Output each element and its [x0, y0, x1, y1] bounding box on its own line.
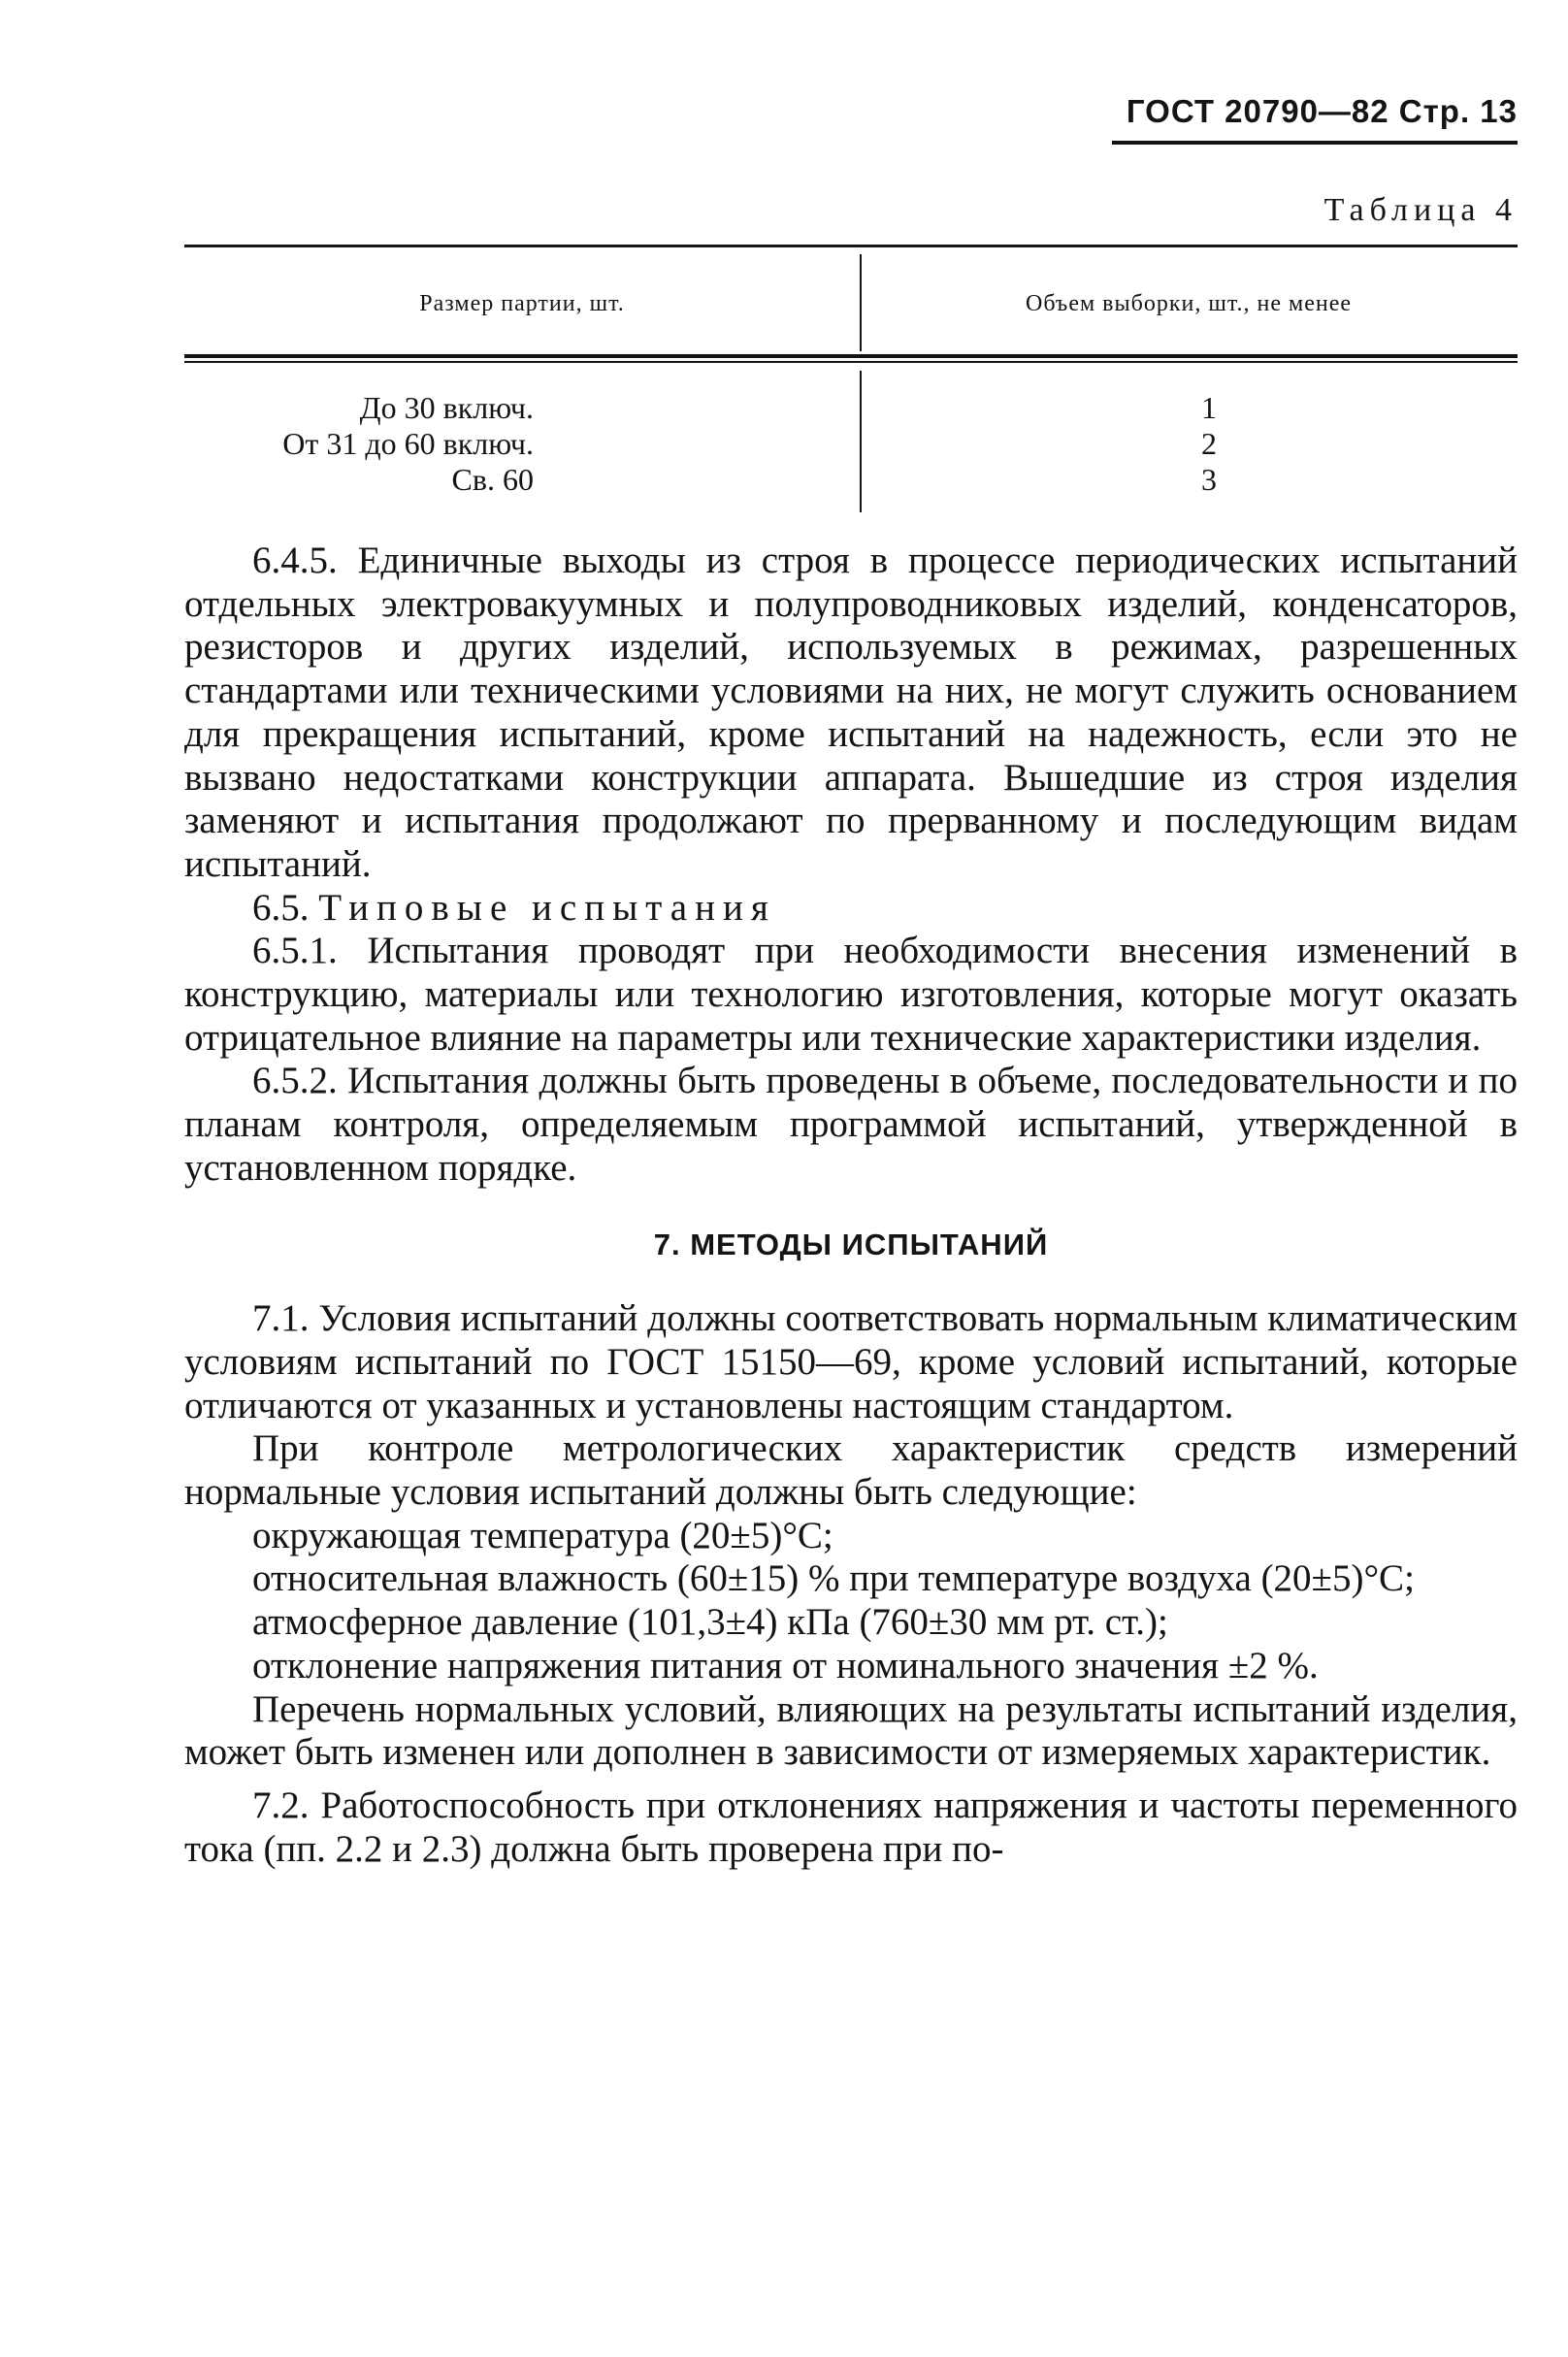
table-header-rule-2: [184, 361, 1518, 363]
paragraph-7-1-metrology: При контроле метрологических характеристик средств измерений нормальные условия испытаний должны быть следующие:: [184, 1427, 1518, 1514]
paragraph-7-1: 7.1. Условия испытаний должны соответствовать нормальным климатическим условиям испытаний по ГОСТ 15150—69, кроме условий испытаний, которые отличаются от указанных и установлены настоящим стандартом.: [184, 1297, 1518, 1426]
table-header-sample-size: Объем выборки, шт., не менее: [1025, 291, 1352, 316]
table-cell: 1: [1201, 390, 1217, 425]
table-header-batch-size: Размер партии, шт.: [419, 291, 625, 316]
paragraph-6-4-5: 6.4.5. Единичные выходы из строя в процессе периодических испытаний отдельных электровакуумных и полупроводниковых изделий, конденсаторов, резисторов и других изделий, используемых в режимах, разрешенных стандартами или техническими условиями на них, не могут служить основанием для прекращения испытаний, кроме испытаний на надежность, если это не вызвано недостатками конструкции аппарата. Вышедшие из строя изделия заменяют и испытания продолжают по прерванному и последующим видам испытаний.: [184, 540, 1518, 885]
subheading-title: Типовые испытания: [318, 886, 776, 929]
running-head-rule: [1112, 141, 1518, 145]
condition-temperature: окружающая температура (20±5)°С;: [252, 1514, 833, 1556]
condition-humidity: относительная влажность (60±15) % при температуре воздуха (20±5)°С;: [252, 1557, 1415, 1600]
paragraph-7-2: 7.2. Работоспособность при отклонениях напряжения и частоты переменного тока (пп. 2.2 и 2.3) должна быть проверена при по-: [184, 1784, 1518, 1870]
table-cell: 3: [1201, 462, 1217, 497]
table-column-divider: [860, 371, 862, 512]
subheading-number: 6.5.: [252, 886, 310, 929]
table-cell: Св. 60: [451, 462, 534, 497]
table-header-rule: [184, 354, 1518, 358]
body-text: [184, 540, 1518, 1871]
running-head: ГОСТ 20790—82 Стр. 13: [1126, 93, 1518, 129]
table-top-rule: [184, 245, 1518, 247]
table-cell: До 30 включ.: [359, 390, 534, 425]
condition-voltage: отклонение напряжения питания от номинального значения ±2 %.: [252, 1644, 1319, 1686]
table-cell: 2: [1201, 426, 1217, 461]
condition-pressure: атмосферное давление (101,3±4) кПа (760±30 мм рт. ст.);: [252, 1601, 1168, 1644]
paragraph-6-5-2: 6.5.2. Испытания должны быть проведены в объеме, последовательности и по планам контроля, определяемым программой испытаний, утвержденной в установленном порядке.: [184, 1060, 1518, 1189]
paragraph-7-1-list: Перечень нормальных условий, влияющих на результаты испытаний изделия, может быть изменен или дополнен в зависимости от измеряемых характеристик.: [184, 1687, 1518, 1774]
table-caption: Таблица 4: [1323, 192, 1518, 228]
table-cell: От 31 до 60 включ.: [282, 426, 534, 461]
section-heading-7: 7. МЕТОДЫ ИСПЫТАНИЙ: [653, 1227, 1049, 1261]
table-column-batch-size: [184, 390, 534, 498]
subheading-6-5: [184, 887, 1518, 931]
paragraph-6-5-1: 6.5.1. Испытания проводят при необходимости внесения изменений в конструкцию, материалы или технологию изготовления, которые могут оказать отрицательное влияние на параметры или технические характеристики изделия.: [184, 930, 1518, 1059]
table-column-sample-size: [1151, 390, 1267, 498]
